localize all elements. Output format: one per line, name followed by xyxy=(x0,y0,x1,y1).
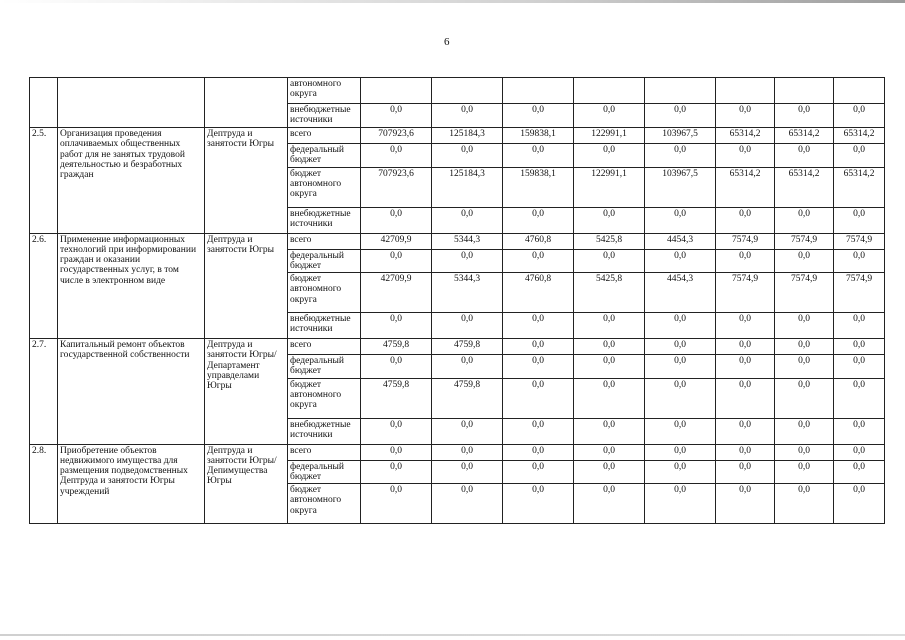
amount-cell: 0,0 xyxy=(834,378,885,418)
item-number-cell xyxy=(30,78,58,128)
amount-cell: 0,0 xyxy=(432,460,503,484)
amount-cell: 0,0 xyxy=(834,249,885,273)
amount-cell: 65314,2 xyxy=(834,128,885,144)
table-row xyxy=(30,78,885,104)
funding-source: внебюджетные источники xyxy=(288,313,361,339)
amount-cell xyxy=(775,78,834,104)
amount-cell: 7574,9 xyxy=(775,273,834,313)
amount-cell: 125184,3 xyxy=(432,167,503,207)
funding-source: внебюджетные источники xyxy=(288,207,361,233)
amount-cell: 0,0 xyxy=(716,355,775,379)
amount-cell: 0,0 xyxy=(503,207,574,233)
amount-cell: 0,0 xyxy=(645,207,716,233)
amount-cell: 0,0 xyxy=(834,207,885,233)
amount-cell: 0,0 xyxy=(503,460,574,484)
funding-source: бюджет автономного округа xyxy=(288,273,361,313)
amount-cell xyxy=(361,78,432,104)
amount-cell: 0,0 xyxy=(645,339,716,355)
amount-cell: 0,0 xyxy=(645,355,716,379)
amount-cell: 65314,2 xyxy=(834,167,885,207)
amount-cell: 0,0 xyxy=(716,460,775,484)
amount-cell: 0,0 xyxy=(503,378,574,418)
amount-cell: 0,0 xyxy=(503,313,574,339)
amount-cell: 0,0 xyxy=(775,313,834,339)
amount-cell: 0,0 xyxy=(432,207,503,233)
amount-cell: 125184,3 xyxy=(432,128,503,144)
amount-cell xyxy=(503,78,574,104)
table-row xyxy=(30,339,885,355)
amount-cell: 0,0 xyxy=(432,355,503,379)
amount-cell: 7574,9 xyxy=(834,273,885,313)
executor-cell xyxy=(205,78,288,128)
amount-cell: 5425,8 xyxy=(574,233,645,249)
table-row xyxy=(30,128,885,144)
amount-cell xyxy=(716,78,775,104)
amount-cell: 0,0 xyxy=(775,418,834,444)
amount-cell: 5344,3 xyxy=(432,233,503,249)
amount-cell: 0,0 xyxy=(574,418,645,444)
amount-cell: 0,0 xyxy=(716,104,775,128)
funding-source: федеральный бюджет xyxy=(288,249,361,273)
amount-cell: 0,0 xyxy=(574,104,645,128)
amount-cell: 0,0 xyxy=(645,460,716,484)
amount-cell: 0,0 xyxy=(361,484,432,524)
amount-cell: 0,0 xyxy=(775,378,834,418)
amount-cell: 0,0 xyxy=(432,104,503,128)
responsible-executor: Дептруда и занятости Югры xyxy=(205,233,288,339)
amount-cell: 0,0 xyxy=(361,444,432,460)
amount-cell: 0,0 xyxy=(716,249,775,273)
amount-cell: 65314,2 xyxy=(775,167,834,207)
amount-cell: 0,0 xyxy=(503,104,574,128)
funding-source: всего xyxy=(288,128,361,144)
amount-cell: 0,0 xyxy=(775,355,834,379)
amount-cell: 159838,1 xyxy=(503,128,574,144)
amount-cell: 0,0 xyxy=(775,144,834,168)
amount-cell: 0,0 xyxy=(574,313,645,339)
amount-cell: 122991,1 xyxy=(574,128,645,144)
amount-cell: 0,0 xyxy=(716,418,775,444)
scan-edge-bottom xyxy=(0,634,905,636)
responsible-executor: Дептруда и занятости Югры/Департамент управделами Югры xyxy=(205,339,288,445)
amount-cell: 0,0 xyxy=(432,144,503,168)
amount-cell: 0,0 xyxy=(361,355,432,379)
amount-cell: 0,0 xyxy=(834,444,885,460)
amount-cell: 0,0 xyxy=(574,355,645,379)
item-number: 2.5. xyxy=(30,128,58,234)
budget-table xyxy=(29,77,885,524)
amount-cell: 65314,2 xyxy=(716,128,775,144)
amount-cell: 65314,2 xyxy=(775,128,834,144)
amount-cell: 0,0 xyxy=(716,313,775,339)
amount-cell: 0,0 xyxy=(361,313,432,339)
amount-cell: 0,0 xyxy=(716,144,775,168)
amount-cell: 707923,6 xyxy=(361,167,432,207)
item-name: Применение информационных технологий при информировании граждан и оказании государственных услуг, в том числе в электронном виде xyxy=(58,233,205,339)
amount-cell: 103967,5 xyxy=(645,128,716,144)
amount-cell: 0,0 xyxy=(716,484,775,524)
item-name: Капитальный ремонт объектов государственной собственности xyxy=(58,339,205,445)
funding-source: автономного округа xyxy=(288,78,361,104)
amount-cell: 0,0 xyxy=(361,249,432,273)
funding-source: федеральный бюджет xyxy=(288,355,361,379)
item-number: 2.6. xyxy=(30,233,58,339)
amount-cell: 0,0 xyxy=(645,313,716,339)
amount-cell: 0,0 xyxy=(432,444,503,460)
amount-cell: 0,0 xyxy=(574,460,645,484)
amount-cell: 0,0 xyxy=(645,444,716,460)
amount-cell: 0,0 xyxy=(716,378,775,418)
amount-cell: 0,0 xyxy=(361,104,432,128)
funding-source: всего xyxy=(288,233,361,249)
amount-cell: 122991,1 xyxy=(574,167,645,207)
amount-cell: 0,0 xyxy=(574,444,645,460)
amount-cell: 0,0 xyxy=(645,249,716,273)
amount-cell: 0,0 xyxy=(645,144,716,168)
amount-cell xyxy=(432,78,503,104)
funding-source: бюджет автономного округа xyxy=(288,378,361,418)
amount-cell: 0,0 xyxy=(775,339,834,355)
amount-cell: 0,0 xyxy=(834,144,885,168)
amount-cell: 0,0 xyxy=(834,339,885,355)
amount-cell: 0,0 xyxy=(645,484,716,524)
funding-source: всего xyxy=(288,444,361,460)
amount-cell: 4759,8 xyxy=(361,378,432,418)
amount-cell: 65314,2 xyxy=(716,167,775,207)
amount-cell: 0,0 xyxy=(775,104,834,128)
amount-cell: 0,0 xyxy=(503,249,574,273)
amount-cell: 4760,8 xyxy=(503,233,574,249)
amount-cell: 7574,9 xyxy=(775,233,834,249)
item-name: Организация проведения оплачиваемых общественных работ для не занятых трудовой деятельностью и безработных граждан xyxy=(58,128,205,234)
amount-cell: 5425,8 xyxy=(574,273,645,313)
amount-cell: 0,0 xyxy=(361,144,432,168)
amount-cell: 0,0 xyxy=(834,460,885,484)
amount-cell: 707923,6 xyxy=(361,128,432,144)
amount-cell: 0,0 xyxy=(645,378,716,418)
amount-cell: 0,0 xyxy=(432,249,503,273)
amount-cell: 0,0 xyxy=(775,484,834,524)
amount-cell: 0,0 xyxy=(432,418,503,444)
amount-cell: 4759,8 xyxy=(361,339,432,355)
amount-cell: 7574,9 xyxy=(716,233,775,249)
amount-cell: 4759,8 xyxy=(432,378,503,418)
amount-cell: 0,0 xyxy=(716,444,775,460)
amount-cell: 159838,1 xyxy=(503,167,574,207)
amount-cell: 0,0 xyxy=(645,104,716,128)
amount-cell: 0,0 xyxy=(834,355,885,379)
amount-cell: 0,0 xyxy=(775,460,834,484)
amount-cell: 42709,9 xyxy=(361,273,432,313)
funding-source: всего xyxy=(288,339,361,355)
amount-cell: 0,0 xyxy=(834,313,885,339)
amount-cell: 0,0 xyxy=(503,355,574,379)
table-row xyxy=(30,233,885,249)
amount-cell: 0,0 xyxy=(503,144,574,168)
amount-cell: 4454,3 xyxy=(645,233,716,249)
amount-cell: 0,0 xyxy=(834,418,885,444)
amount-cell: 0,0 xyxy=(574,339,645,355)
amount-cell: 0,0 xyxy=(834,484,885,524)
funding-source: федеральный бюджет xyxy=(288,144,361,168)
item-name-cell xyxy=(58,78,205,128)
item-number: 2.7. xyxy=(30,339,58,445)
amount-cell: 0,0 xyxy=(503,484,574,524)
amount-cell: 0,0 xyxy=(432,313,503,339)
amount-cell: 0,0 xyxy=(716,207,775,233)
amount-cell: 0,0 xyxy=(432,484,503,524)
amount-cell: 7574,9 xyxy=(834,233,885,249)
amount-cell: 103967,5 xyxy=(645,167,716,207)
amount-cell: 5344,3 xyxy=(432,273,503,313)
funding-source: федеральный бюджет xyxy=(288,460,361,484)
amount-cell: 0,0 xyxy=(574,144,645,168)
amount-cell: 0,0 xyxy=(503,418,574,444)
amount-cell: 7574,9 xyxy=(716,273,775,313)
funding-source: бюджет автономного округа xyxy=(288,167,361,207)
amount-cell: 0,0 xyxy=(574,207,645,233)
amount-cell: 0,0 xyxy=(775,249,834,273)
amount-cell: 0,0 xyxy=(361,207,432,233)
scan-edge-top xyxy=(0,0,905,3)
table-row xyxy=(30,444,885,460)
amount-cell: 0,0 xyxy=(361,460,432,484)
item-number: 2.8. xyxy=(30,444,58,524)
page-number: 6 xyxy=(444,36,450,48)
responsible-executor: Дептруда и занятости Югры xyxy=(205,128,288,234)
amount-cell xyxy=(574,78,645,104)
amount-cell: 0,0 xyxy=(503,444,574,460)
amount-cell: 0,0 xyxy=(775,207,834,233)
amount-cell: 0,0 xyxy=(834,104,885,128)
funding-source: внебюджетные источники xyxy=(288,418,361,444)
amount-cell xyxy=(645,78,716,104)
amount-cell: 0,0 xyxy=(645,418,716,444)
amount-cell: 0,0 xyxy=(574,378,645,418)
responsible-executor: Дептруда и занятости Югры/Депимущества Югры xyxy=(205,444,288,524)
amount-cell: 0,0 xyxy=(775,444,834,460)
funding-source: бюджет автономного округа xyxy=(288,484,361,524)
amount-cell xyxy=(834,78,885,104)
amount-cell: 0,0 xyxy=(574,249,645,273)
amount-cell: 0,0 xyxy=(574,484,645,524)
amount-cell: 42709,9 xyxy=(361,233,432,249)
amount-cell: 4760,8 xyxy=(503,273,574,313)
item-name: Приобретение объектов недвижимого имущества для размещения подведомственных Дептруда и занятости Югры учреждений xyxy=(58,444,205,524)
amount-cell: 4454,3 xyxy=(645,273,716,313)
amount-cell: 0,0 xyxy=(716,339,775,355)
funding-source: внебюджетные источники xyxy=(288,104,361,128)
amount-cell: 0,0 xyxy=(361,418,432,444)
amount-cell: 4759,8 xyxy=(432,339,503,355)
budget-table-body xyxy=(30,78,885,524)
amount-cell: 0,0 xyxy=(503,339,574,355)
